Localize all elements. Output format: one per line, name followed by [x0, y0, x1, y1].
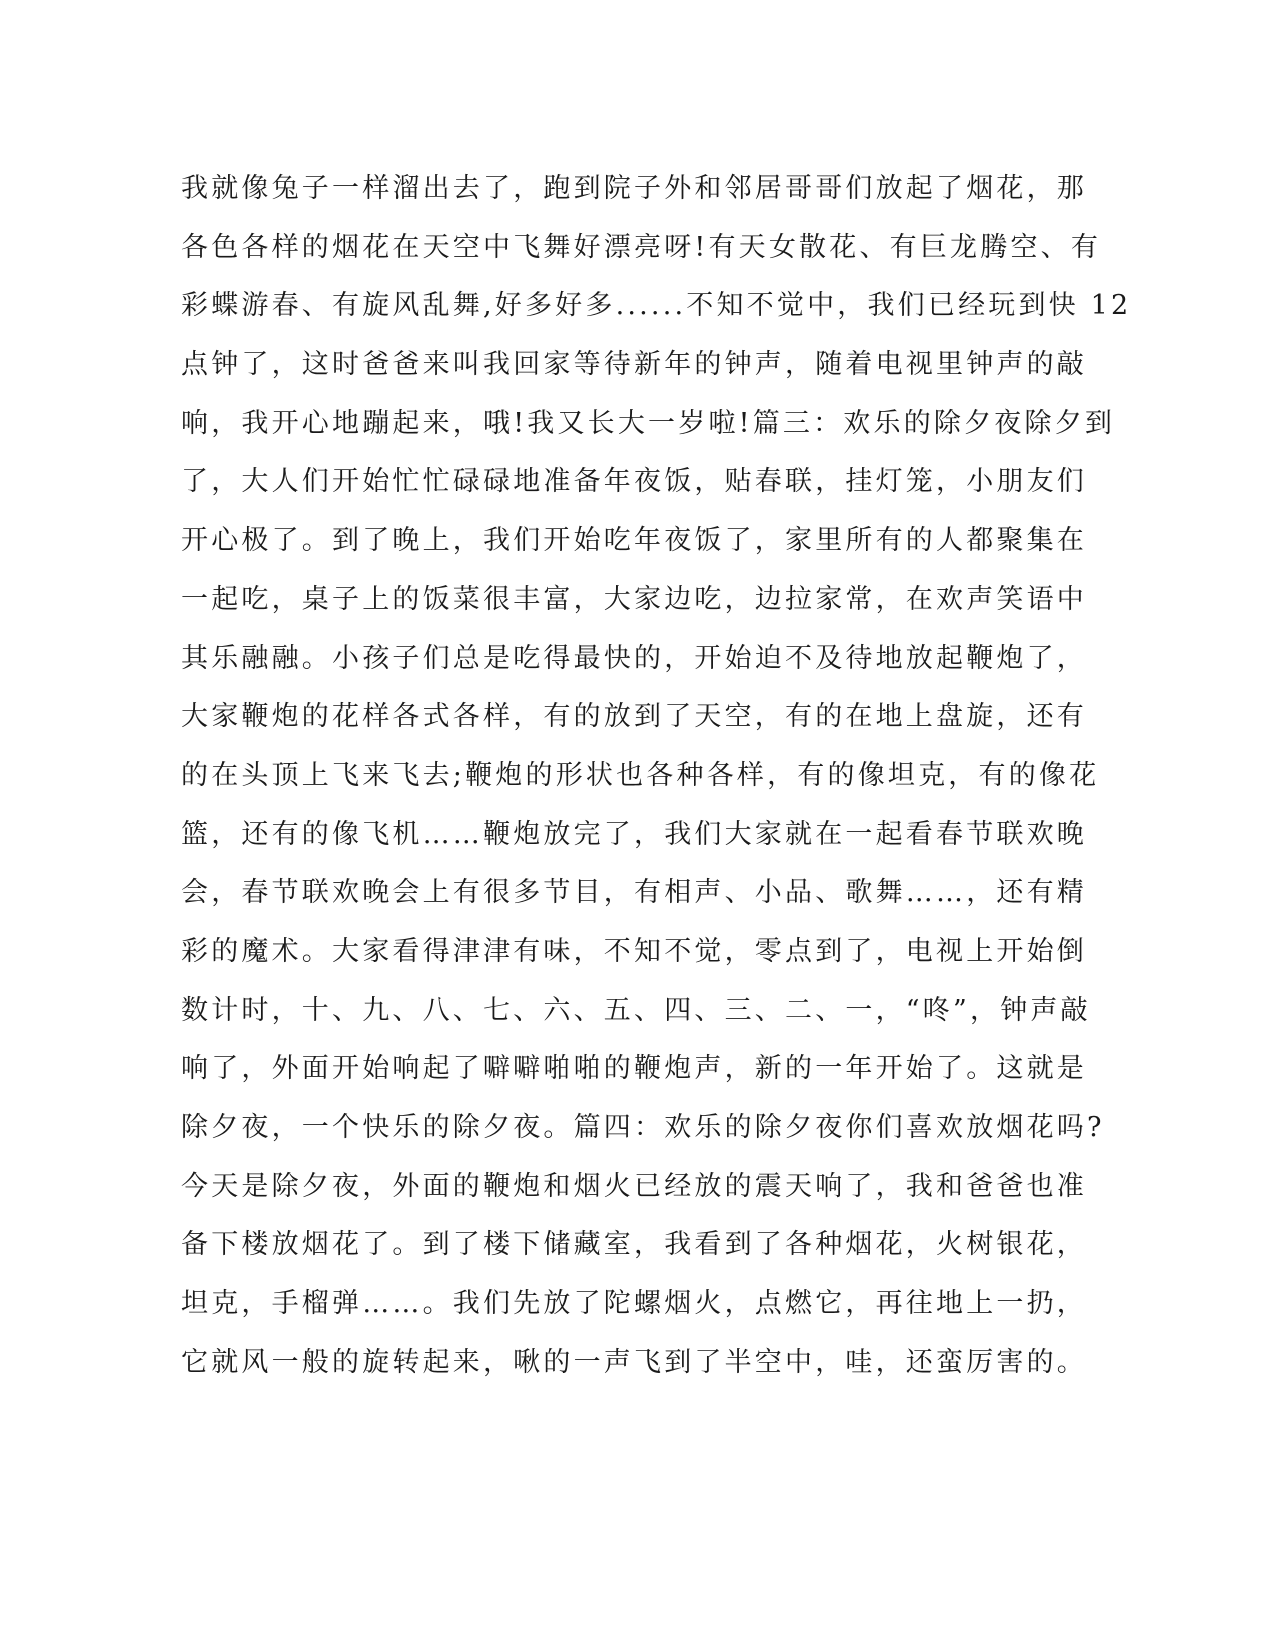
text-line: 除夕夜，一个快乐的除夕夜。篇四：欢乐的除夕夜你们喜欢放烟花吗? — [181, 1112, 1105, 1143]
text-line: 大家鞭炮的花样各式各样，有的放到了天空，有的在地上盘旋，还有 — [181, 701, 1087, 733]
text-line: 一起吃，桌子上的饭菜很丰富，大家边吃，边拉家常，在欢声笑语中 — [181, 583, 1087, 615]
text-line: 今天是除夕夜，外面的鞭炮和烟火已经放的震天响了，我和爸爸也准 — [181, 1170, 1087, 1202]
text-line: 备下楼放烟花了。到了楼下储藏室，我看到了各种烟花，火树银花， — [181, 1229, 1087, 1261]
text-line: 坦克，手榴弹……。我们先放了陀螺烟火，点燃它，再往地上一扔， — [181, 1288, 1087, 1320]
text-line: 其乐融融。小孩子们总是吃得最快的，开始迫不及待地放起鞭炮了， — [181, 642, 1087, 674]
text-line: 彩的魔术。大家看得津津有味，不知不觉，零点到了，电视上开始倒 — [181, 935, 1087, 967]
text-line: 了，大人们开始忙忙碌碌地准备年夜饭，贴春联，挂灯笼，小朋友们 — [181, 466, 1087, 498]
text-line: 数计时，十、九、八、七、六、五、四、三、二、一，“咚”，钟声敲 — [181, 994, 1091, 1026]
body-text — [181, 160, 1132, 1392]
text-line: 各色各样的烟花在天空中飞舞好漂亮呀!有天女散花、有巨龙腾空、有 — [181, 231, 1102, 263]
text-line: 会，春节联欢晚会上有很多节目，有相声、小品、歌舞……，还有精 — [181, 877, 1087, 909]
text-line: 彩蝶游春、有旋风乱舞,好多好多......不知不觉中，我们已经玩到快 12 — [181, 290, 1132, 322]
text-line: 篮，还有的像飞机……鞭炮放完了，我们大家就在一起看春节联欢晚 — [181, 818, 1087, 850]
text-line: 的在头顶上飞来飞去;鞭炮的形状也各种各样，有的像坦克，有的像花 — [181, 759, 1100, 791]
text-line: 我就像兔子一样溜出去了，跑到院子外和邻居哥哥们放起了烟花，那 — [181, 173, 1087, 204]
text-line: 响，我开心地蹦起来，哦!我又长大一岁啦!篇三：欢乐的除夕夜除夕到 — [181, 407, 1116, 439]
text-line: 开心极了。到了晚上，我们开始吃年夜饭了，家里所有的人都聚集在 — [181, 525, 1087, 557]
text-line: 它就风一般的旋转起来，啾的一声飞到了半空中，哇，还蛮厉害的。 — [181, 1346, 1087, 1378]
text-line: 点钟了，这时爸爸来叫我回家等待新年的钟声，随着电视里钟声的敲 — [181, 349, 1087, 381]
text-line: 响了，外面开始响起了噼噼啪啪的鞭炮声，新的一年开始了。这就是 — [181, 1053, 1087, 1085]
